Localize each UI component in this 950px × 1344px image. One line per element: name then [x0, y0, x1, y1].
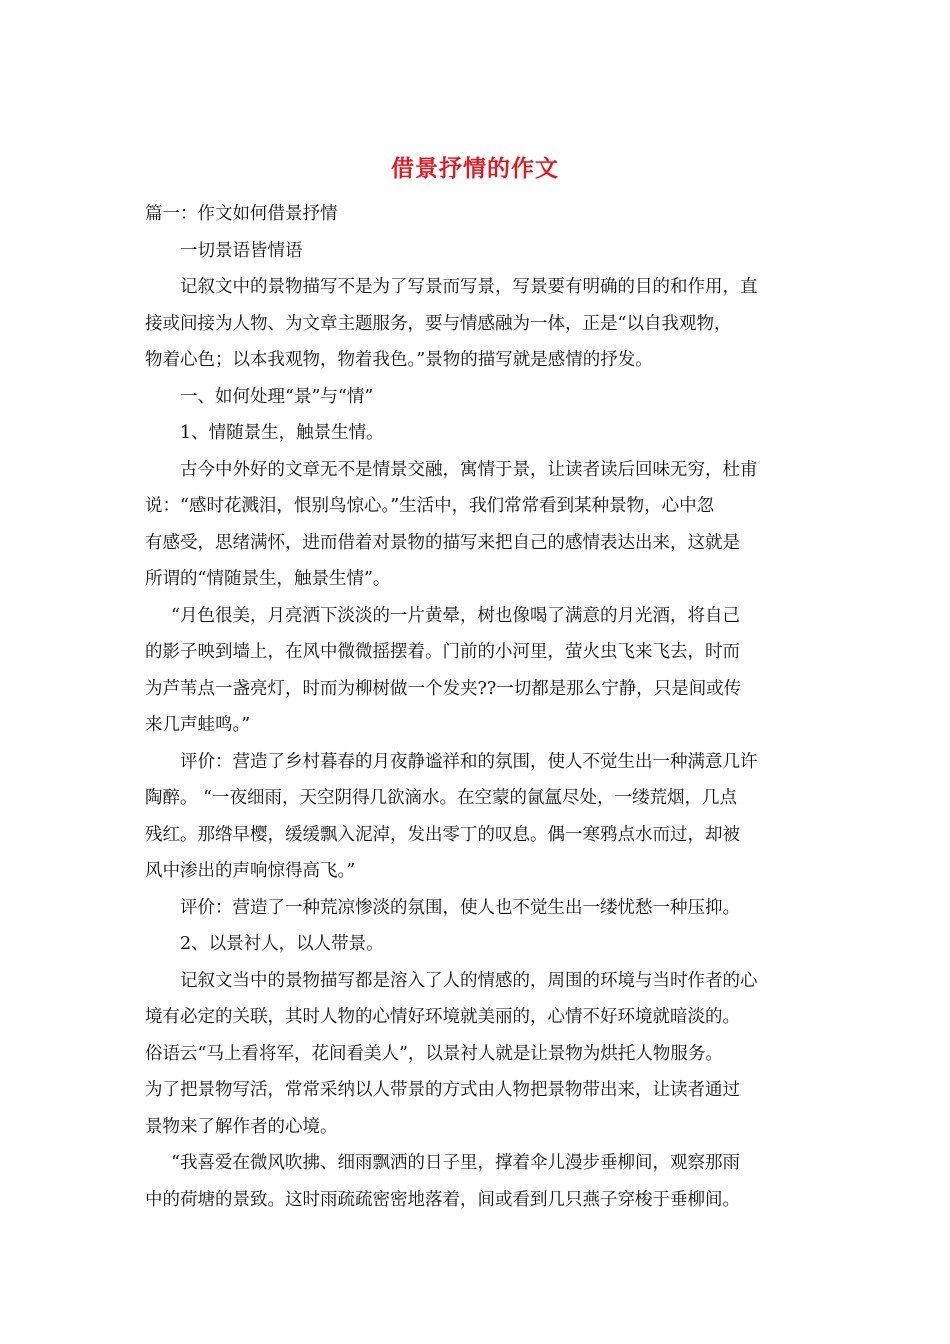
text-line: 中的荷塘的景致。这时雨疏疏密密地落着，间或看到几只燕子穿梭于垂柳间。	[145, 1189, 740, 1210]
text-line: 风中渗出的声响惊得高飞。”	[145, 861, 356, 881]
text-line: 记叙文中的景物描写不是为了写景而写景，写景要有明确的目的和作用，直	[180, 277, 758, 297]
document-body	[145, 196, 810, 1218]
text-line: 境有必定的关联，其时人物的心情好环境就美丽的，心情不好环境就暗淡的。	[145, 1007, 740, 1027]
text-line: 陶醉。 “一夜细雨，天空阴得几欲滴水。在空蒙的氤氲尽处，一缕荒烟，几点	[145, 788, 738, 808]
text-line: “我喜爱在微风吹拂、细雨飘洒的日子里，撑着伞儿漫步垂柳间，观察那雨	[171, 1153, 740, 1173]
text-line: 记叙文当中的景物描写都是溶入了人的情感的，周围的环境与当时作者的心	[180, 970, 758, 991]
text-line: 来几声蛙鸣。”	[145, 715, 251, 735]
text-line: 2、以景衬人，以人带景。	[180, 934, 384, 954]
text-line: 说：“感时花溅泪，恨别鸟惊心。”生活中，我们常常看到某种景物，心中忽	[145, 496, 715, 516]
text-line: 1、情随景生，触景生情。	[180, 423, 384, 443]
document-title: 借景抒情的作文	[391, 155, 559, 182]
text-line: 物着心色；以本我观物，物着我色。”景物的描写就是感情的抒发。	[145, 350, 653, 370]
text-line: 接或间接为人物、为文章主题服务，要与情感融为一体，正是“以自我观物，	[145, 313, 732, 334]
text-line: 一、如何处理“景”与“情”	[180, 386, 374, 407]
text-line: 有感受，思绪满怀，进而借着对景物的描写来把自己的感情表达出来，这就是	[145, 532, 740, 553]
text-line: 评价：营造了一种荒凉惨淡的氛围，使人也不觉生出一缕忧愁一种压抑。	[180, 897, 740, 918]
text-line: 篇一：作文如何借景抒情	[145, 204, 338, 224]
text-line: 的影子映到墙上，在风中微微摇摆着。门前的小河里，萤火虫飞来飞去，时而	[145, 642, 740, 662]
text-line: 俗语云“马上看将军，花间看美人”，以景衬人就是让景物为烘托人物服务。	[145, 1043, 723, 1064]
text-line: 为了把景物写活，常常采纳以人带景的方式由人物把景物带出来，让读者通过	[145, 1080, 740, 1100]
text-line: 为芦苇点一盏亮灯，时而为柳树做一个发夹??一切都是那么宁静，只是间或传	[145, 678, 742, 699]
text-line: 所谓的“情随景生，触景生情”。	[145, 569, 391, 589]
text-line: 景物来了解作者的心境。	[145, 1116, 338, 1137]
text-line: “月色很美，月亮洒下淡淡的一片黄晕，树也像喝了满意的月光酒，将自己	[171, 605, 740, 626]
text-line: 评价：营造了乡村暮春的月夜静谧祥和的氛围，使人不觉生出一种满意几许	[180, 751, 758, 772]
text-line: 古今中外好的文章无不是情景交融，寓情于景，让读者读后回味无穷，杜甫	[180, 459, 758, 480]
text-line: 一切景语皆情语	[180, 240, 303, 261]
text-line: 残红。那绺早樱，缓缓飘入泥淖，发出零丁的叹息。偶一寒鸦点水而过，却被	[145, 824, 740, 845]
